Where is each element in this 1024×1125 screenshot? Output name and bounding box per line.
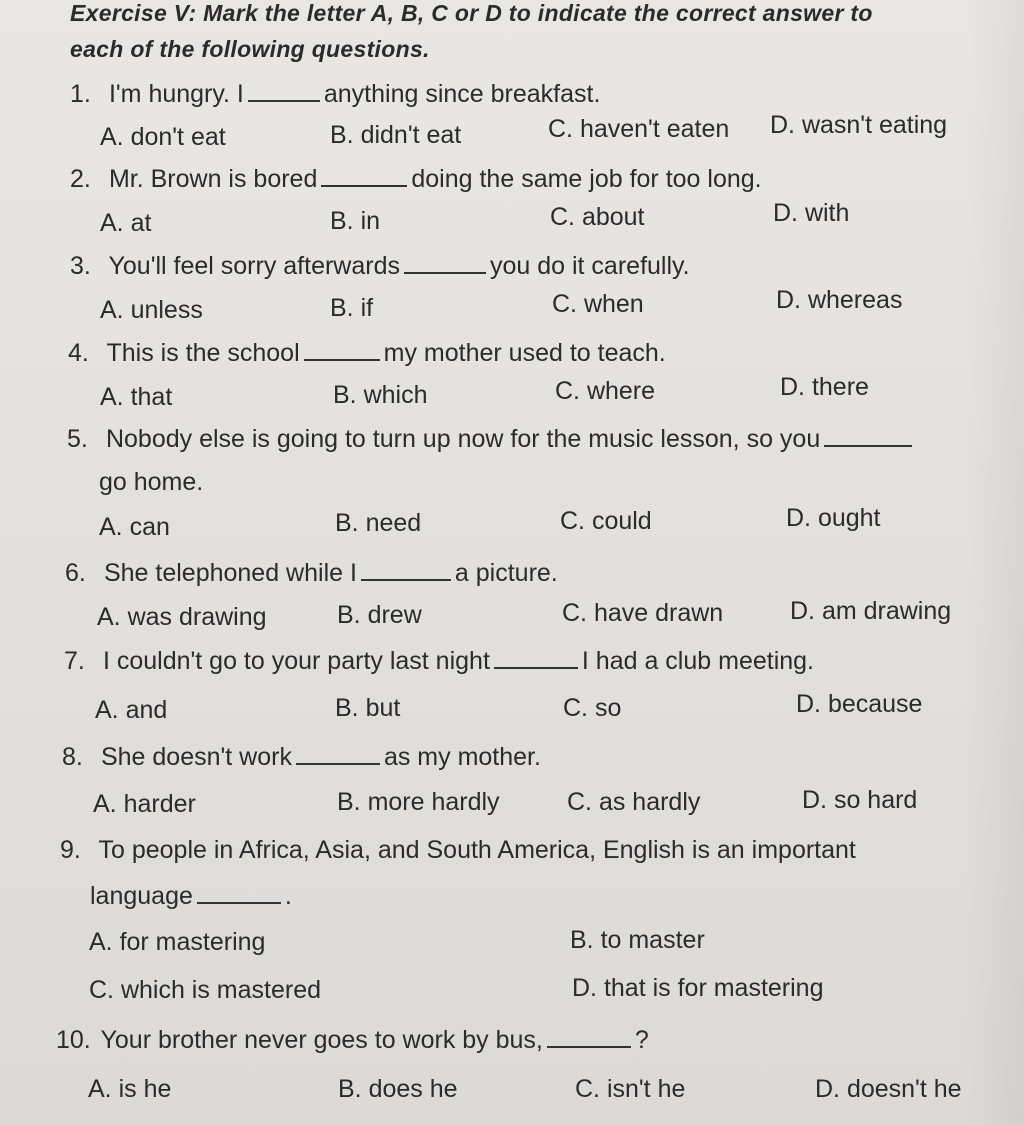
option-d: D. doesn't he	[815, 1075, 962, 1103]
answer-blank	[361, 557, 451, 581]
option-a: A. that	[100, 383, 173, 411]
question-9	[60, 834, 856, 866]
question-text-after: anything since breakfast.	[323, 80, 601, 108]
option-c: C. so	[563, 694, 622, 722]
option-a: A. at	[100, 209, 152, 237]
option-d: D. that is for mastering	[572, 974, 824, 1002]
option-a: A. was drawing	[97, 603, 267, 631]
option-c: C. where	[555, 377, 656, 405]
option-d: D. am drawing	[790, 597, 952, 625]
option-d: D. wasn't eating	[770, 111, 948, 139]
question-6	[65, 557, 558, 589]
option-c: C. haven't eaten	[548, 115, 730, 143]
question-text-after: .	[284, 882, 292, 910]
option-a: A. harder	[93, 790, 196, 818]
question-text-after: my mother used to teach.	[383, 339, 666, 367]
page-edge-shadow	[964, 0, 1024, 1125]
option-c: C. which is mastered	[89, 976, 322, 1004]
option-b: B. more hardly	[337, 788, 500, 816]
question-3	[70, 250, 690, 282]
option-a: A. can	[99, 513, 170, 541]
question-number: 5.	[67, 425, 88, 453]
question-text-before: She doesn't work	[100, 743, 292, 771]
option-d: D. ought	[786, 504, 881, 532]
question-9-continued	[90, 880, 292, 912]
question-text-before: I couldn't go to your party last night	[102, 647, 490, 675]
question-7	[64, 645, 814, 677]
option-c: C. about	[550, 203, 645, 231]
option-b: B. need	[335, 509, 422, 537]
option-b: B. in	[330, 207, 381, 235]
answer-blank	[824, 423, 912, 447]
question-number: 7.	[64, 647, 85, 675]
question-4	[68, 337, 666, 369]
instructions-line-2: each of the following questions.	[70, 36, 430, 62]
question-text-before: Nobody else is going to turn up now for the music lesson, so you	[105, 425, 821, 453]
option-c: C. could	[560, 507, 652, 535]
option-a: A. and	[95, 696, 168, 724]
option-a: A. don't eat	[100, 123, 226, 151]
answer-blank	[494, 645, 578, 669]
question-10	[56, 1024, 649, 1056]
option-b: B. which	[333, 381, 428, 409]
option-b: B. drew	[337, 601, 422, 629]
option-c: C. as hardly	[567, 788, 701, 816]
question-number: 10.	[56, 1026, 91, 1054]
answer-blank	[296, 741, 380, 765]
option-b: B. but	[335, 694, 401, 722]
question-text-after: as my mother.	[383, 743, 541, 771]
question-number: 9.	[60, 836, 81, 864]
option-a: A. is he	[88, 1075, 172, 1103]
question-text-after: doing the same job for too long.	[411, 165, 762, 193]
question-number: 8.	[62, 743, 83, 771]
question-text-before: To people in Africa, Asia, and South America, English is an important	[98, 836, 856, 864]
question-2	[70, 163, 762, 195]
answer-blank	[547, 1024, 631, 1048]
option-c: C. isn't he	[575, 1075, 686, 1103]
option-c: C. when	[552, 290, 644, 318]
option-b: B. to master	[570, 926, 705, 954]
question-5	[67, 423, 916, 455]
question-text-before: Mr. Brown is bored	[108, 165, 318, 193]
option-d: D. so hard	[802, 786, 918, 814]
question-8	[62, 741, 541, 773]
option-b: B. does he	[338, 1075, 458, 1103]
answer-blank	[404, 250, 486, 274]
question-5-continued: go home.	[99, 468, 204, 496]
question-text-before: You'll feel sorry afterwards	[108, 252, 400, 280]
question-1	[70, 78, 600, 110]
option-c: C. have drawn	[562, 599, 724, 627]
instructions-line-1: Exercise V: Mark the letter A, B, C or D to indicate the correct answer to	[70, 0, 873, 26]
option-b: B. if	[330, 294, 374, 322]
option-b: B. didn't eat	[330, 121, 462, 149]
option-d: D. with	[773, 199, 850, 227]
option-d: D. because	[796, 690, 923, 718]
question-number: 2.	[70, 165, 91, 193]
option-a: A. for mastering	[89, 928, 266, 956]
question-text-before: She telephoned while I	[103, 559, 357, 587]
question-text-before: language	[90, 882, 193, 910]
option-d: D. there	[780, 373, 869, 401]
option-a: A. unless	[100, 296, 203, 324]
question-text-before: I'm hungry. I	[108, 80, 244, 108]
answer-blank	[321, 163, 407, 187]
question-text-after: a picture.	[454, 559, 558, 587]
question-text-after: I had a club meeting.	[581, 647, 814, 675]
question-text-after: ?	[634, 1026, 649, 1054]
question-text-before: This is the school	[106, 339, 300, 367]
question-number: 4.	[68, 339, 89, 367]
question-text-after: you do it carefully.	[489, 252, 690, 280]
question-number: 1.	[70, 80, 91, 108]
answer-blank	[197, 880, 281, 904]
question-number: 6.	[65, 559, 86, 587]
question-text-before: Your brother never goes to work by bus,	[100, 1026, 543, 1054]
answer-blank	[304, 337, 380, 361]
question-number: 3.	[70, 252, 91, 280]
option-d: D. whereas	[776, 286, 903, 314]
answer-blank	[248, 78, 320, 102]
